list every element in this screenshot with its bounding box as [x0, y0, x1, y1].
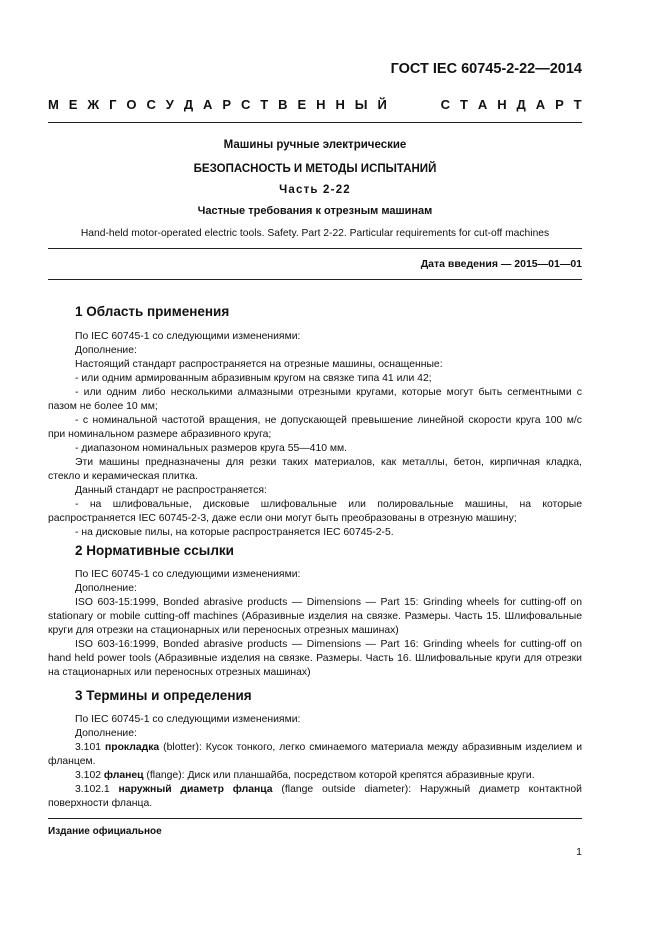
definition-term: фланец	[103, 770, 144, 781]
paragraph: Данный стандарт не распространяется:	[75, 485, 267, 496]
category-letter: А	[477, 97, 488, 112]
definition-number: 3.102.1	[75, 784, 119, 795]
title-line-4: Частные требования к отрезным машинам	[197, 205, 433, 217]
reference-item: ISO 603-16:1999, Bonded abrasive products — Dimensions — Part 16: Grinding wheels for cutting-off on hand held power tools (Абразивные изделия на связке. Размеры. Часть 16. Шлифовальные круги для отрезки на стационарных или переносных отрезных машинах)	[48, 639, 582, 678]
category-letter: Р	[555, 97, 564, 112]
list-item: - или одним армированным абразивным кругом на связке типа 41 или 42;	[75, 373, 432, 384]
category-letter: У	[165, 97, 174, 112]
category-letter: А	[535, 97, 546, 112]
reference-item: ISO 603-15:1999, Bonded abrasive products — Dimensions — Part 15: Grinding wheels for cutting-off on stationary or mobile cutting-off machines (Абразивные изделия на связке. Размеры. Часть 15. Шлифовальные круги для отрезки на стационарных или переносных отрезных машинах)	[48, 597, 582, 636]
definition-3-102	[48, 769, 582, 783]
definition-text: (flange): Диск или планшайба, посредством которой крепятся абразивные круги.	[143, 770, 535, 781]
definition-number: 3.102	[75, 770, 104, 781]
category-letter: С	[146, 97, 156, 112]
category-letter: Н	[316, 97, 326, 112]
edition-label: Издание официальное	[48, 826, 162, 837]
category-letter: М	[48, 97, 59, 112]
category-letter: Д	[183, 97, 194, 112]
category-letter: С	[240, 97, 251, 112]
title-english: Hand-held motor-operated electric tools. Safety. Part 2-22. Particular requirements for cut-off machines	[80, 228, 550, 239]
standard-category	[48, 97, 582, 117]
paragraph: По IEC 60745-1 со следующими изменениями:	[75, 714, 301, 725]
section-1-heading: 1 Область применения	[75, 304, 230, 319]
definition-3-102-1	[48, 783, 582, 811]
list-item: - диапазоном номинальных размеров круга 55—410 мм.	[75, 443, 348, 454]
list-item: - на шлифовальные, дисковые шлифовальные или полировальные машины, на которые распространяется IEC 60745-2-3, даже если они могут быть преобразованы в отрезную машину;	[48, 499, 582, 524]
section-3-heading: 3 Термины и определения	[75, 688, 252, 703]
paragraph: По IEC 60745-1 со следующими изменениями:	[75, 569, 301, 580]
title-line-1: Машины ручные электрические	[223, 139, 407, 151]
definition-term: наружный диаметр фланца	[118, 784, 273, 795]
category-letter: Т	[459, 97, 468, 112]
category-letter: О	[126, 97, 137, 112]
definition-3-101	[48, 741, 582, 769]
definition-number: 3.101	[75, 742, 105, 753]
category-letter: Ж	[87, 97, 100, 112]
section-1-body	[48, 330, 582, 540]
section-2-heading: 2 Нормативные ссылки	[75, 543, 234, 558]
section-2-body	[48, 568, 582, 680]
title-part: Часть 2-22	[279, 184, 351, 196]
title-line-2: БЕЗОПАСНОСТЬ И МЕТОДЫ ИСПЫТАНИЙ	[193, 163, 437, 175]
category-letter: А	[203, 97, 213, 112]
paragraph: Дополнение:	[75, 583, 137, 594]
introduction-date: Дата введения — 2015—01—01	[420, 258, 582, 270]
category-letter: Д	[516, 97, 526, 112]
footer-rule	[48, 818, 582, 819]
category-letter: Ы	[354, 97, 368, 112]
paragraph: Дополнение:	[75, 728, 137, 739]
paragraph: Дополнение:	[75, 345, 137, 356]
definition-text: (blotter): Кусок тонкого, легко сминаемого материала между абразивным изделием и фланцем.	[48, 742, 583, 767]
category-gap	[397, 97, 431, 117]
category-letter: Е	[68, 97, 78, 112]
paragraph: Эти машины предназначены для резки таких материалов, как металлы, бетон, кирпичная кладка, стекло и керамическая плитка.	[48, 457, 582, 482]
page-number: 1	[576, 846, 582, 858]
category-letter: Н	[335, 97, 345, 112]
paragraph: По IEC 60745-1 со следующими изменениями:	[75, 331, 301, 342]
header-rule	[48, 122, 582, 123]
paragraph: Настоящий стандарт распространяется на отрезные машины, оснащенные:	[75, 359, 443, 370]
date-rule	[48, 279, 582, 280]
category-letter: Р	[222, 97, 232, 112]
category-letter: Й	[377, 97, 387, 112]
definition-term: прокладка	[104, 742, 160, 753]
category-letter: Т	[573, 97, 582, 112]
category-letter: Е	[297, 97, 307, 112]
list-item: - или одним либо несколькими алмазными отрезными кругами, которые могут быть сегментными с пазом не более 10 мм;	[48, 387, 582, 412]
category-letter: Н	[497, 97, 507, 112]
title-rule	[48, 248, 582, 249]
list-item: - с номинальной частотой вращения, не допускающей превышение линейной скорости круга 100 м/с при номинальном размере абразивного круга;	[48, 415, 582, 440]
section-3-body	[48, 713, 582, 811]
category-letter: В	[278, 97, 288, 112]
definition-text: (flange outside diameter): Наружный диаметр контактной поверхности фланца.	[48, 784, 582, 809]
category-letter: Г	[109, 97, 117, 112]
standard-code: ГОСТ IEC 60745-2-22—2014	[390, 61, 582, 77]
list-item: - на дисковые пилы, на которые распространяется IEC 60745-2-5.	[75, 527, 394, 538]
category-letter: С	[440, 97, 451, 112]
category-letter: Т	[260, 97, 269, 112]
